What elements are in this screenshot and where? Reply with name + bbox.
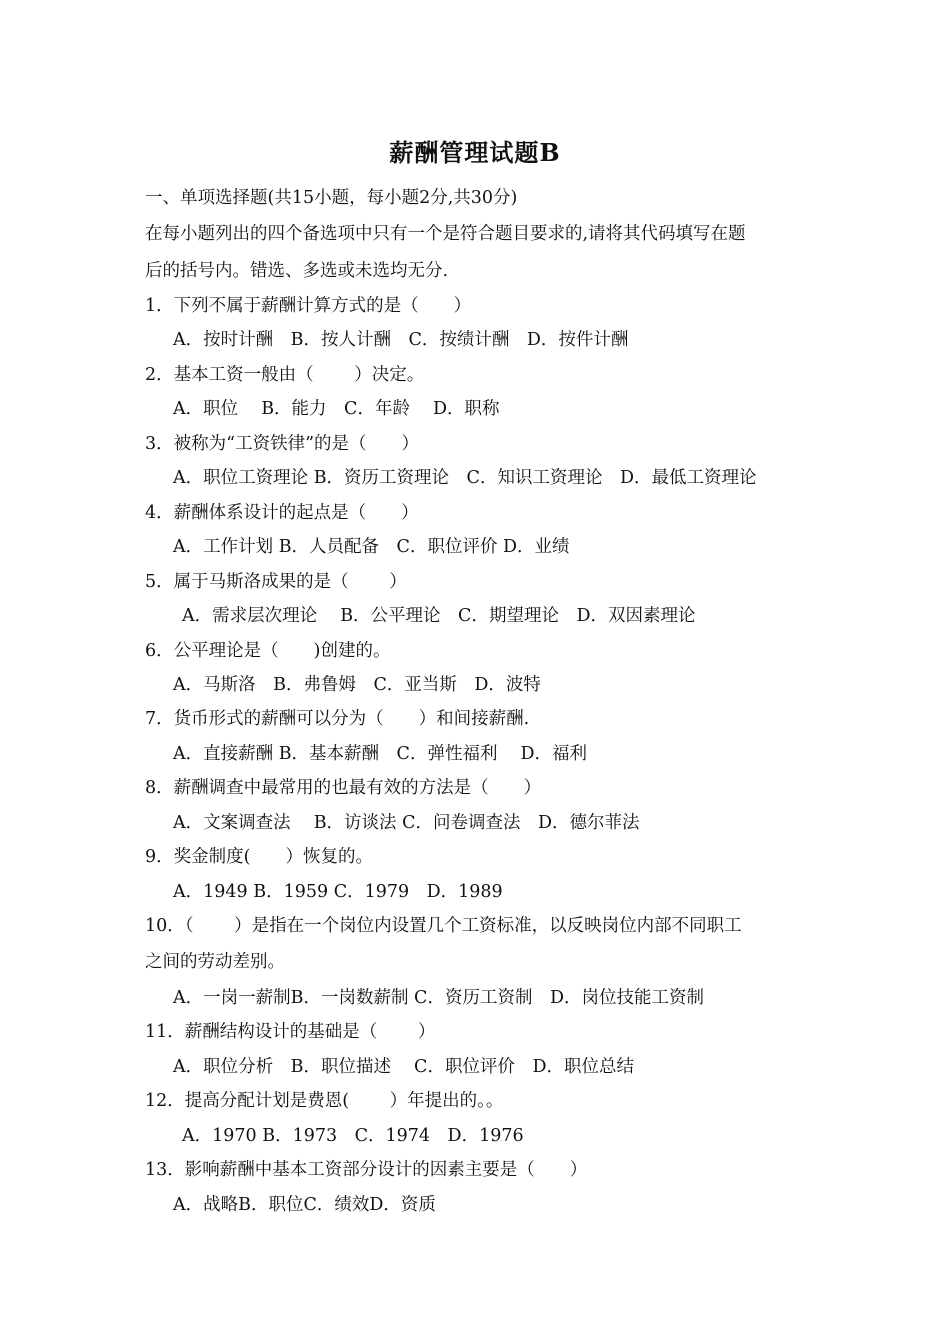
instructions-line-2: 后的括号内。错选、多选或未选均无分. xyxy=(145,261,449,281)
question-7-stem: 7．货币形式的薪酬可以分为（ ）和间接薪酬. xyxy=(145,709,530,729)
question-9-stem: 9．奖金制度( ）恢复的。 xyxy=(145,847,373,867)
question-4-stem: 4．薪酬体系设计的起点是（ ） xyxy=(145,503,419,523)
question-10-stem-line-2: 之间的劳动差别。 xyxy=(145,952,285,972)
question-2-stem: 2．基本工资一般由（ ）决定。 xyxy=(145,365,425,385)
page-title: 薪酬管理试题B xyxy=(389,138,561,167)
section-heading: 一、单项选择题(共15小题，每小题2分,共30分) xyxy=(145,188,518,208)
question-2-options: A．职位 B．能力 C．年龄 D．职称 xyxy=(173,399,500,419)
question-8-stem: 8．薪酬调查中最常用的也最有效的方法是（ ） xyxy=(145,778,542,798)
question-13-options: A．战略B．职位C．绩效D．资质 xyxy=(173,1195,436,1215)
question-11-stem: 11．薪酬结构设计的基础是（ ） xyxy=(145,1022,436,1042)
question-13-stem: 13．影响薪酬中基本工资部分设计的因素主要是（ ） xyxy=(145,1160,588,1180)
question-11-options: A．职位分析 B．职位描述 C．职位评价 D．职位总结 xyxy=(173,1057,634,1077)
question-1-stem: 1．下列不属于薪酬计算方式的是（ ） xyxy=(145,296,472,316)
question-10-options: A．一岗一薪制B．一岗数薪制 C．资历工资制 D．岗位技能工资制 xyxy=(173,988,704,1008)
question-3-stem: 3．被称为“工资铁律”的是（ ） xyxy=(145,434,420,454)
question-3-options: A．职位工资理论 B．资历工资理论 C．知识工资理论 D．最低工资理论 xyxy=(173,468,757,488)
question-5-stem: 5．属于马斯洛成果的是（ ） xyxy=(145,572,407,592)
question-12-stem: 12．提高分配计划是费恩( ）年提出的。。 xyxy=(145,1091,504,1111)
question-8-options: A．文案调查法 B．访谈法 C．问卷调查法 D．德尔菲法 xyxy=(173,813,640,833)
question-9-options: A．1949 B．1959 C．1979 D．1989 xyxy=(173,882,503,902)
question-10-stem-line-1: 10．（ ）是指在一个岗位内设置几个工资标准，以反映岗位内部不同职工 xyxy=(145,916,742,936)
question-12-options: A．1970 B．1973 C．1974 D．1976 xyxy=(182,1126,524,1146)
instructions-line-1: 在每小题列出的四个备选项中只有一个是符合题目要求的,请将其代码填写在题 xyxy=(145,224,746,244)
question-1-options: A．按时计酬 B．按人计酬 C．按绩计酬 D．按件计酬 xyxy=(173,330,629,350)
question-7-options: A．直接薪酬 B．基本薪酬 C．弹性福利 D．福利 xyxy=(173,744,588,764)
question-6-stem: 6．公平理论是（ )创建的。 xyxy=(145,641,391,661)
question-6-options: A．马斯洛 B．弗鲁姆 C．亚当斯 D．波特 xyxy=(173,675,541,695)
question-5-options: A．需求层次理论 B．公平理论 C．期望理论 D．双因素理论 xyxy=(182,606,696,626)
question-4-options: A．工作计划 B．人员配备 C．职位评价 D．业绩 xyxy=(173,537,570,557)
